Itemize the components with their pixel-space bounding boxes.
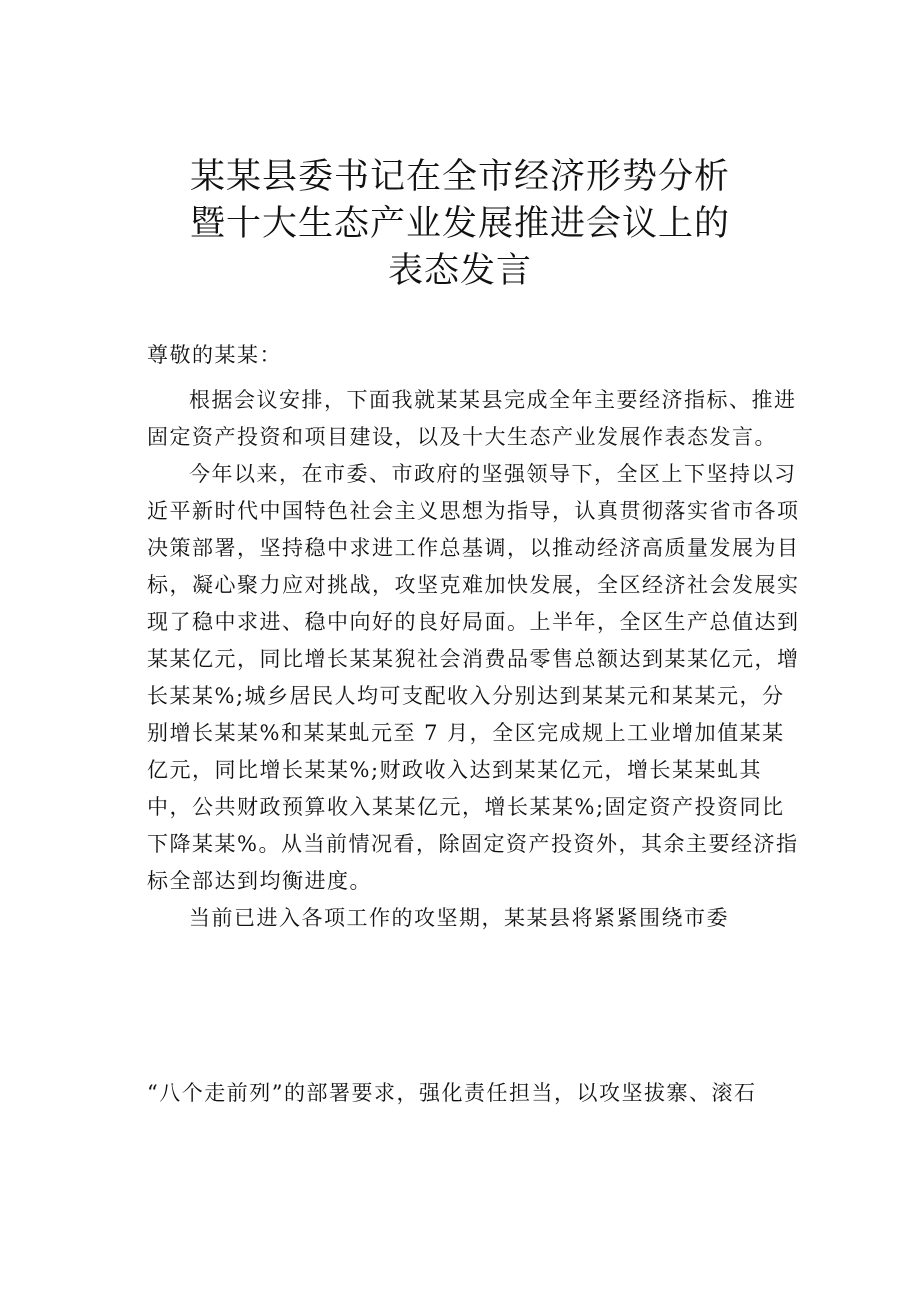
paragraph-3: 当前已进入各项工作的攻坚期，某某县将紧紧围绕市委 <box>189 906 729 930</box>
document-title <box>0 154 920 295</box>
document-body <box>147 337 807 937</box>
title-line-1: 某某县委书记在全市经济形势分析 <box>189 157 730 197</box>
continuation-line: “八个走前列”的部署要求，强化责任担当，以攻坚拔寨、滚石 <box>147 1081 757 1105</box>
title-line-3: 表态发言 <box>387 251 532 291</box>
paragraph-1: 根据会议安排，下面我就某某县完成全年主要经济指标、推进固定资产投资和项目建设，以及十大生态产业发展作表态发言。 <box>147 388 797 449</box>
salutation: 尊敬的某某： <box>147 343 282 367</box>
paragraph-2: 今年以来，在市委、市政府的坚强领导下，全区上下坚持以习近平新时代中国特色社会主义思想为指导，认真贯彻落实省市各项决策部署，坚持稳中求进工作总基调，以推动经济高质量发展为目标，凝心聚力应对挑战，攻坚克难加快发展，全区经济社会发展实现了稳中求进、稳中向好的良好局面。上半年，全区生产总值达到某某亿元，同比增长某某猊社会消费品零售总额达到某某亿元，增长某某%;城乡居民人均可支配收入分别达到某某元和某某元，分别增长某某%和某某虬元至 7 月，全区完成规上工业增加值某某亿元，同比增长某某%;财政收入达到某某亿元，增长某某虬其中，公共财政预算收入某某亿元，增长某某%;固定资产投资同比下降某某%。从当前情况看，除固定资产投资外，其余主要经济指标全部达到均衡进度。 <box>147 462 800 893</box>
title-line-2: 暨十大生态产业发展推进会议上的 <box>189 204 730 244</box>
